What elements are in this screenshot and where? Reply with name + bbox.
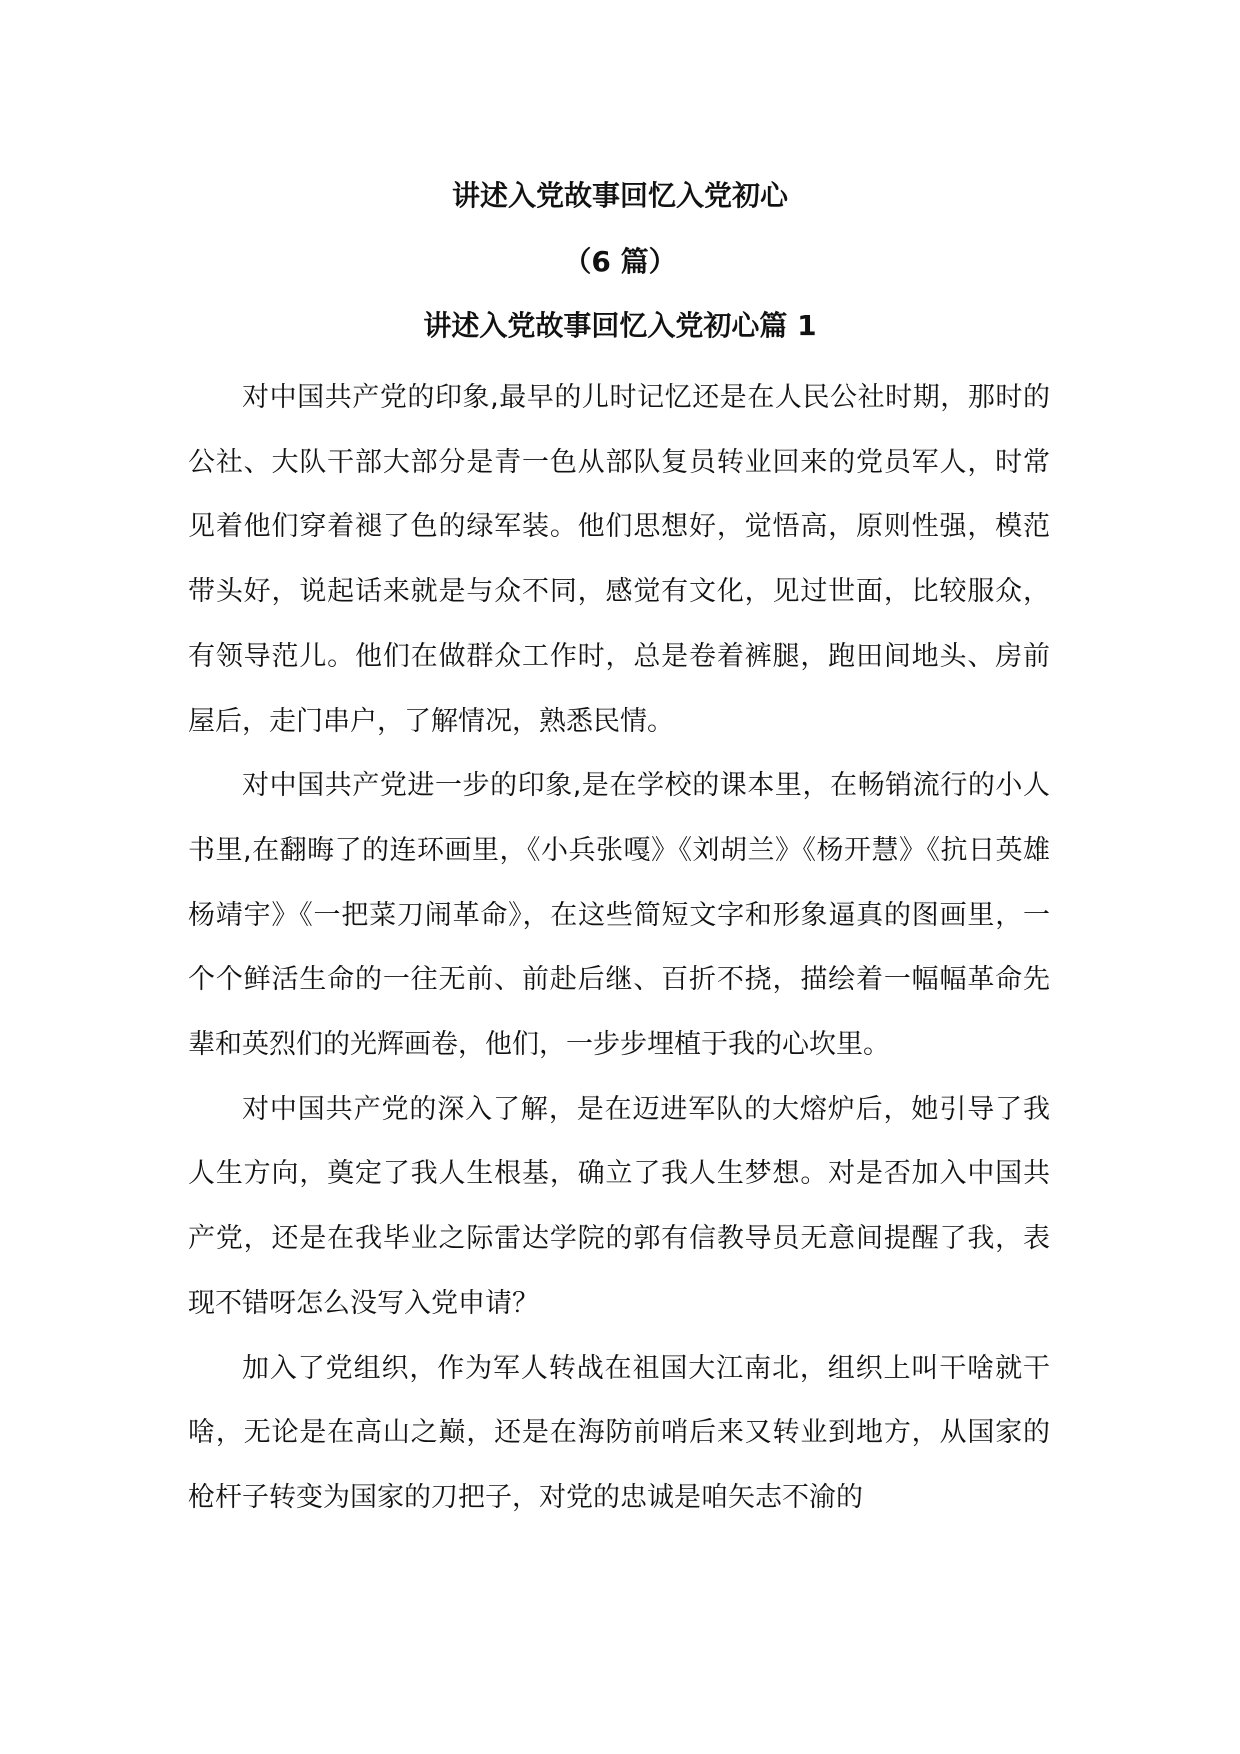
document-title: 讲述入党故事回忆入党初心 <box>451 179 788 212</box>
paragraph-1: 对中国共产党的印象,最早的儿时记忆还是在人民公社时期，那时的公社、大队干部大部分是青一色从部队复员转业回来的党员军人，时常见着他们穿着褪了色的绿军装。他们思想好，觉悟高，原则性强，模范带头好，说起话来就是与众不同，感觉有文化，见过世面，比较服众，有领导范儿。他们在做群众工作时，总是卷着裤腿，跑田间地头、房前屋后，走门串户，了解情况，熟悉民情。 <box>188 382 1050 737</box>
paragraph-4: 加入了党组织，作为军人转战在祖国大江南北，组织上叫干啥就干啥，无论是在高山之巅，还是在海防前哨后来又转业到地方，从国家的枪杆子转变为国家的刀把子，对党的忠诚是咱矢志不渝的 <box>188 1352 1050 1513</box>
document-subtitle: （6 篇） <box>563 245 677 278</box>
paragraph-3: 对中国共产党的深入了解，是在迈进军队的大熔炉后，她引导了我人生方向，奠定了我人生根基，确立了我人生梦想。对是否加入中国共产党，还是在我毕业之际雷达学院的郭有信教导员无意间提醒了我，表现不错呀怎么没写入党申请？ <box>188 1093 1050 1319</box>
paragraph-2: 对中国共产党进一步的印象,是在学校的课本里，在畅销流行的小人书里,在翻晦了的连环画里，《小兵张嘎》《刘胡兰》《杨开慧》《抗日英雄杨靖宇》《一把菜刀闹革命》，在这些简短文字和形象逼真的图画里，一个个鲜活生命的一往无前、前赴后继、百折不挠，描绘着一幅幅革命先辈和英烈们的光辉画卷，他们，一步步埋植于我的心坎里。 <box>188 770 1050 1061</box>
section-title: 讲述入党故事回忆入党初心篇 1 <box>423 309 817 342</box>
body-text <box>188 366 1050 1531</box>
